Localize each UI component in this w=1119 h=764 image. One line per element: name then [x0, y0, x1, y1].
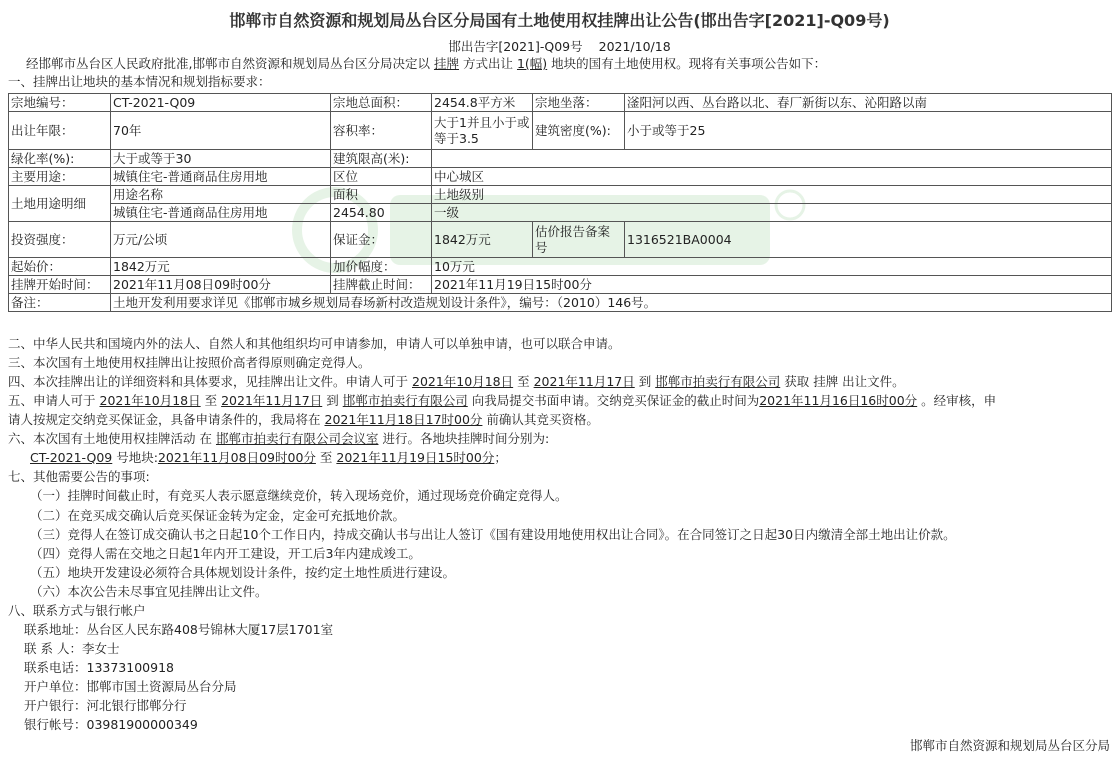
bank-name: 开户银行：河北银行邯郸分行 [24, 698, 187, 713]
list-item: （二）在竞买成交确认后竞买保证金转为定金，定金可充抵地价款。 [30, 508, 406, 523]
doc-date: 2021/10/18 [598, 39, 671, 54]
list-item: （六）本次公告未尽事宜见挂牌出让文件。 [30, 584, 268, 599]
intro-paragraph: 经邯郸市丛台区人民政府批准,邯郸市自然资源和规划局丛台区分局决定以 挂牌 方式出让 1(幅) 地块的国有土地使用权。现将有关事项公告如下： [26, 56, 827, 71]
section-3: 三、本次国有土地使用权挂牌出让按照价高者得原则确定竞得人。 [8, 355, 371, 370]
bank-account: 银行帐号：03981900000349 [24, 717, 198, 732]
table-row: 备注： 土地开发利用要求详见《邯郸市城乡规划局春场新村改造规划设计条件》，编号：（2010）146号。 [9, 294, 1112, 312]
account-holder: 开户单位：邯郸市国土资源局丛台分局 [24, 679, 237, 694]
contact-address: 联系地址：丛台区人民东路408号锦林大厦17层1701室 [24, 622, 334, 637]
table-row: 土地用途明细 用途名称 面积 土地级别 [9, 186, 1112, 204]
land-info-table [8, 93, 1112, 312]
section-7-heading: 七、其他需要公告的事项: [8, 469, 150, 484]
doc-meta [0, 37, 1119, 55]
section-4: 四、本次挂牌出让的详细资料和具体要求，见挂牌出让文件。申请人可于 2021年10月18日 至 2021年11月17日 到 邯郸市拍卖行有限公司 获取 挂牌 出让文件。 [8, 374, 905, 389]
table-row: 城镇住宅-普通商品住房用地 2454.80 一级 [9, 204, 1112, 222]
table-row: 起始价： 1842万元 加价幅度： 10万元 [9, 258, 1112, 276]
table-row: 宗地编号： CT-2021-Q09 宗地总面积： 2454.8平方米 宗地坐落： 滏阳河以西、丛台路以北、春厂新街以东、沁阳路以南 [9, 94, 1112, 112]
contact-person: 联 系 人：李女士 [24, 641, 120, 656]
table-row: 挂牌开始时间： 2021年11月08日09时00分 挂牌截止时间： 2021年11月19日15时00分 [9, 276, 1112, 294]
page-title: 邯郸市自然资源和规划局丛台区分局国有土地使用权挂牌出让公告(邯出告字[2021]-Q09号) [229, 11, 890, 30]
table-row: 投资强度： 万元/公顷 保证金： 1842万元 估价报告备案号 1316521BA0004 [9, 222, 1112, 258]
section-5: 五、申请人可于 2021年10月18日 至 2021年11月17日 到 邯郸市拍卖行有限公司 向我局提交书面申请。交纳竞买保证金的截止时间为2021年11月16日16时00分 。经审核，申 [8, 393, 997, 408]
section-8-heading: 八、联系方式与银行帐户 [8, 603, 146, 618]
section-1-heading: 一、挂牌出让地块的基本情况和规划指标要求： [8, 74, 271, 89]
list-item: （一）挂牌时间截止时，有竞买人表示愿意继续竞价，转入现场竞价，通过现场竞价确定竞得人。 [30, 488, 568, 503]
section-5-cont: 请人按规定交纳竞买保证金，具备申请条件的，我局将在 2021年11月18日17时00分 前确认其竞买资格。 [8, 412, 599, 427]
table-row: 出让年限： 70年 容积率： 大于1并且小于或等于3.5 建筑密度(%): 小于或等于25 [9, 112, 1112, 150]
doc-number: 邯出告字[2021]-Q09号 [448, 39, 583, 54]
section-2: 二、中华人民共和国境内外的法人、自然人和其他组织均可申请参加，申请人可以单独申请，也可以联合申请。 [8, 336, 621, 351]
list-item: （三）竞得人在签订成交确认书之日起10个工作日内，持成交确认书与出让人签订《国有建设用地使用权出让合同》。在合同签订之日起30日内缴清全部土地出让价款。 [30, 527, 956, 542]
section-6-schedule: CT-2021-Q09 号地块:2021年11月08日09时00分 至 2021年11月19日15时00分； [30, 450, 507, 465]
section-6: 六、本次国有土地使用权挂牌活动 在 邯郸市拍卖行有限公司会议室 进行。各地块挂牌时间分别为: [8, 431, 550, 446]
issuer-signature: 邯郸市自然资源和规划局丛台区分局 [909, 738, 1110, 753]
list-item: （四）竞得人需在交地之日起1年内开工建设，开工后3年内建成竣工。 [30, 546, 421, 561]
table-row: 绿化率(%): 大于或等于30 建筑限高(米): [9, 150, 1112, 168]
table-row: 主要用途： 城镇住宅-普通商品住房用地 区位 中心城区 [9, 168, 1112, 186]
list-item: （五）地块开发建设必须符合具体规划设计条件，按约定土地性质进行建设。 [30, 565, 456, 580]
contact-phone: 联系电话：13373100918 [24, 660, 174, 675]
